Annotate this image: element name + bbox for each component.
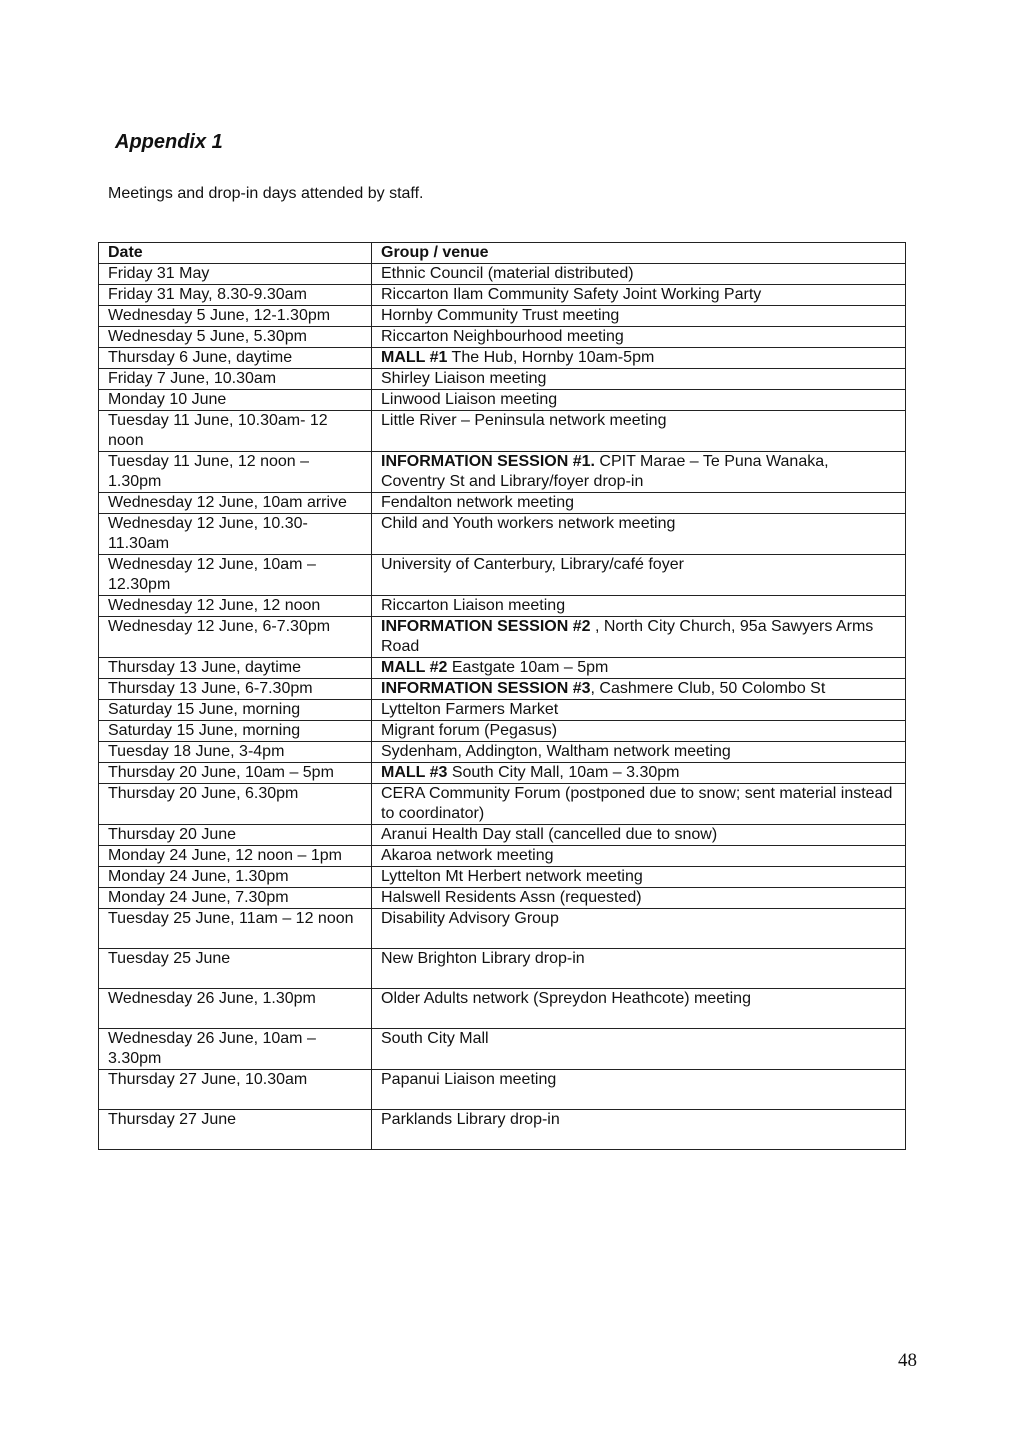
table-row [99, 721, 906, 742]
table-row [99, 989, 906, 1029]
venue-cell [372, 989, 906, 1029]
table-row [99, 555, 906, 596]
venue-column-header: Group / venue [372, 243, 906, 264]
date-cell: Wednesday 12 June, 10am – 12.30pm [99, 555, 372, 596]
date-cell: Tuesday 18 June, 3-4pm [99, 742, 372, 763]
table-row [99, 369, 906, 390]
venue-cell [372, 949, 906, 989]
venue-cell [372, 1029, 906, 1070]
venue-text: , Cashmere Club, 50 Colombo St [590, 680, 826, 697]
venue-text: Akaroa network meeting [381, 847, 554, 864]
venue-text: Little River – Peninsula network meeting [381, 412, 667, 429]
venue-cell [372, 369, 906, 390]
table-row [99, 1110, 906, 1150]
venue-cell [372, 700, 906, 721]
date-cell: Wednesday 12 June, 10am arrive [99, 493, 372, 514]
date-cell: Thursday 13 June, daytime [99, 658, 372, 679]
date-cell: Wednesday 5 June, 5.30pm [99, 327, 372, 348]
venue-cell [372, 617, 906, 658]
venue-text: Halswell Residents Assn (requested) [381, 889, 642, 906]
date-cell: Monday 10 June [99, 390, 372, 411]
table-row [99, 306, 906, 327]
venue-text: The Hub, Hornby 10am-5pm [447, 349, 655, 366]
table-row [99, 825, 906, 846]
date-cell: Wednesday 26 June, 1.30pm [99, 989, 372, 1029]
venue-text: CERA Community Forum (postponed due to snow; sent material instead to coordinator) [381, 785, 893, 822]
venue-text: Lyttelton Mt Herbert network meeting [381, 868, 643, 885]
venue-text: Aranui Health Day stall (cancelled due to snow) [381, 826, 718, 843]
venue-highlight: MALL #2 [381, 659, 448, 676]
date-cell: Friday 31 May [99, 264, 372, 285]
venue-cell [372, 742, 906, 763]
venue-cell [372, 390, 906, 411]
venue-highlight: MALL #1 [381, 349, 448, 366]
date-cell: Saturday 15 June, morning [99, 700, 372, 721]
venue-text: Sydenham, Addington, Waltham network meeting [381, 743, 731, 760]
date-cell: Thursday 20 June, 10am – 5pm [99, 763, 372, 784]
venue-text: Disability Advisory Group [381, 910, 559, 927]
table-row [99, 285, 906, 306]
venue-text: Fendalton network meeting [381, 494, 574, 511]
venue-cell [372, 909, 906, 949]
table-row [99, 658, 906, 679]
venue-cell [372, 327, 906, 348]
table-row [99, 411, 906, 452]
date-cell: Monday 24 June, 1.30pm [99, 867, 372, 888]
venue-cell [372, 846, 906, 867]
table-row [99, 846, 906, 867]
venue-text: University of Canterbury, Library/café foyer [381, 556, 684, 573]
venue-text: Child and Youth workers network meeting [381, 515, 676, 532]
venue-text: Hornby Community Trust meeting [381, 307, 620, 324]
table-header-row [99, 243, 906, 264]
venue-text: South City Mall, 10am – 3.30pm [447, 764, 680, 781]
venue-text: , North City Church, 95a Sawyers Arms Road [381, 618, 874, 655]
venue-highlight: INFORMATION SESSION #2 [381, 618, 591, 635]
venue-cell [372, 763, 906, 784]
venue-cell [372, 1070, 906, 1110]
venue-cell [372, 888, 906, 909]
table-row [99, 949, 906, 989]
intro-text: Meetings and drop-in days attended by staff. [108, 185, 424, 202]
date-column-header: Date [99, 243, 372, 264]
venue-cell [372, 596, 906, 617]
table-row [99, 742, 906, 763]
date-cell: Wednesday 26 June, 10am – 3.30pm [99, 1029, 372, 1070]
date-cell: Thursday 6 June, daytime [99, 348, 372, 369]
table-row [99, 1070, 906, 1110]
venue-cell [372, 264, 906, 285]
date-cell: Tuesday 25 June [99, 949, 372, 989]
venue-cell [372, 306, 906, 327]
date-cell: Wednesday 12 June, 12 noon [99, 596, 372, 617]
table-row [99, 679, 906, 700]
venue-cell [372, 867, 906, 888]
venue-cell [372, 555, 906, 596]
date-cell: Thursday 20 June, 6.30pm [99, 784, 372, 825]
venue-cell [372, 285, 906, 306]
table-row [99, 596, 906, 617]
table-row [99, 327, 906, 348]
table-row [99, 348, 906, 369]
date-cell: Friday 7 June, 10.30am [99, 369, 372, 390]
venue-highlight: INFORMATION SESSION #1. [381, 453, 595, 470]
table-row [99, 700, 906, 721]
venue-text: Lyttelton Farmers Market [381, 701, 559, 718]
date-cell: Thursday 13 June, 6-7.30pm [99, 679, 372, 700]
date-cell: Thursday 27 June, 10.30am [99, 1070, 372, 1110]
venue-text: Shirley Liaison meeting [381, 370, 547, 387]
table-row [99, 1029, 906, 1070]
venue-cell [372, 452, 906, 493]
table-row [99, 784, 906, 825]
page-number: 48 [898, 1350, 917, 1371]
venue-text: South City Mall [381, 1030, 489, 1047]
table-row [99, 888, 906, 909]
venue-cell [372, 721, 906, 742]
appendix-heading: Appendix 1 [115, 131, 223, 153]
table-row [99, 264, 906, 285]
venue-text: Riccarton Ilam Community Safety Joint Working Party [381, 286, 762, 303]
venue-cell [372, 658, 906, 679]
venue-text: Parklands Library drop-in [381, 1111, 560, 1128]
date-cell: Thursday 27 June [99, 1110, 372, 1150]
table-row [99, 514, 906, 555]
table-row [99, 493, 906, 514]
table-row [99, 452, 906, 493]
venue-text: Riccarton Liaison meeting [381, 597, 566, 614]
date-cell: Tuesday 25 June, 11am – 12 noon [99, 909, 372, 949]
venue-highlight: MALL #3 [381, 764, 448, 781]
date-cell: Saturday 15 June, morning [99, 721, 372, 742]
venue-cell [372, 411, 906, 452]
venue-cell [372, 514, 906, 555]
date-cell: Friday 31 May, 8.30-9.30am [99, 285, 372, 306]
venue-cell [372, 493, 906, 514]
table-row [99, 763, 906, 784]
table-row [99, 909, 906, 949]
venue-text: Eastgate 10am – 5pm [447, 659, 609, 676]
table-row [99, 867, 906, 888]
venue-cell [372, 825, 906, 846]
venue-text: Papanui Liaison meeting [381, 1071, 557, 1088]
venue-cell [372, 679, 906, 700]
table-row [99, 390, 906, 411]
date-cell: Tuesday 11 June, 12 noon – 1.30pm [99, 452, 372, 493]
venue-cell [372, 348, 906, 369]
table-row [99, 617, 906, 658]
venue-text: Ethnic Council (material distributed) [381, 265, 634, 282]
venue-highlight: INFORMATION SESSION #3 [381, 680, 591, 697]
meetings-table [98, 242, 906, 1150]
venue-text: Migrant forum (Pegasus) [381, 722, 558, 739]
venue-cell [372, 1110, 906, 1150]
date-cell: Wednesday 12 June, 6-7.30pm [99, 617, 372, 658]
date-cell: Monday 24 June, 12 noon – 1pm [99, 846, 372, 867]
date-cell: Thursday 20 June [99, 825, 372, 846]
date-cell: Tuesday 11 June, 10.30am- 12 noon [99, 411, 372, 452]
date-cell: Monday 24 June, 7.30pm [99, 888, 372, 909]
venue-text: New Brighton Library drop-in [381, 950, 585, 967]
venue-cell [372, 784, 906, 825]
venue-text: Riccarton Neighbourhood meeting [381, 328, 624, 345]
venue-text: Linwood Liaison meeting [381, 391, 558, 408]
date-cell: Wednesday 5 June, 12-1.30pm [99, 306, 372, 327]
date-cell: Wednesday 12 June, 10.30-11.30am [99, 514, 372, 555]
venue-text: CPIT Marae – Te Puna Wanaka, Coventry St and Library/foyer drop-in [381, 453, 829, 490]
venue-text: Older Adults network (Spreydon Heathcote) meeting [381, 990, 751, 1007]
